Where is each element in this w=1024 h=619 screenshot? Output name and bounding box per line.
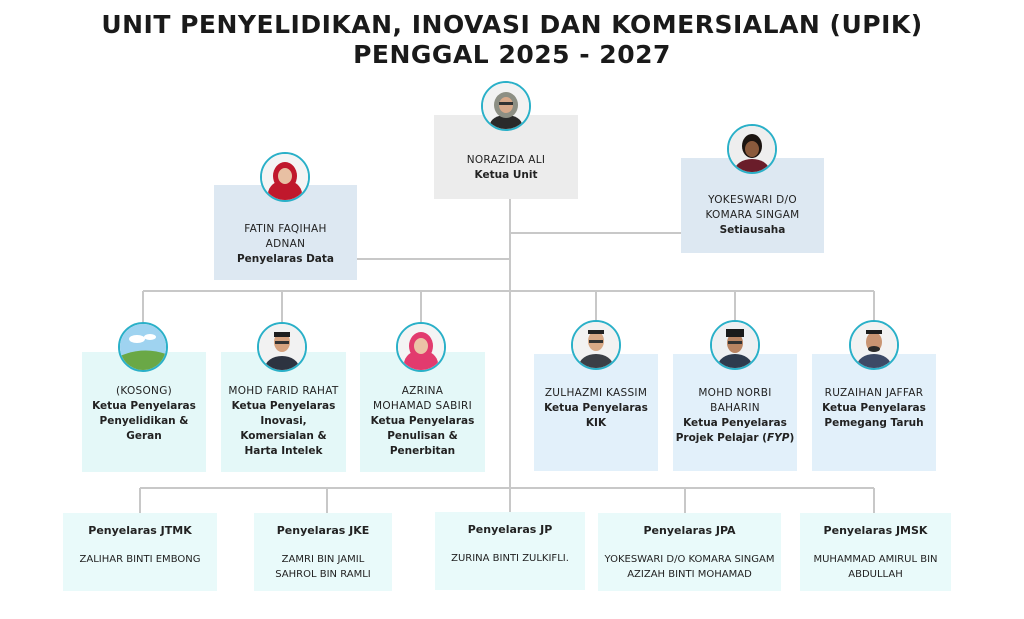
coordinator-role-line: Penulisan &	[387, 430, 458, 442]
department-people	[598, 552, 781, 582]
department-person: ZURINA BINTI ZULKIFLI.	[451, 553, 569, 564]
man-songkok-glasses-photo	[710, 320, 760, 370]
department-heading: Penyelaras JMSK	[823, 524, 928, 537]
coordinator-role-line: Harta Intelek	[244, 445, 323, 457]
woman-portrait-photo	[727, 124, 777, 174]
landscape-placeholder-icon	[118, 322, 168, 372]
coordinator-card-5	[673, 354, 797, 471]
coordinator-role-line: Ketua Penyelaras	[544, 402, 648, 414]
department-heading: Penyelaras JP	[467, 523, 553, 536]
chart-title-line1: UNIT PENYELIDIKAN, INOVASI DAN KOMERSIALAN (UPIK)	[101, 10, 923, 39]
coordinator-role-line: Ketua Penyelaras	[683, 417, 787, 429]
coordinator-role-line: Penyelidikan &	[99, 415, 189, 427]
department-card-jpa	[598, 513, 781, 591]
coordinator-role-line: Projek Pelajar (FYP)	[675, 432, 795, 444]
department-person: ZALIHAR BINTI EMBONG	[79, 554, 201, 565]
chart-title-line2: PENGGAL 2025 - 2027	[353, 40, 671, 69]
secretary-name-line2: KOMARA SINGAM	[705, 209, 800, 221]
woman-hijab-glasses-photo	[481, 81, 531, 131]
coordinator-name: ZULHAZMI KASSIM	[544, 387, 648, 399]
coordinator-name: AZRINA MOHAMAD SABIRI	[372, 385, 472, 412]
coordinator-role-line: Penerbitan	[389, 445, 456, 457]
coordinator-role-line: Ketua Penyelaras	[370, 415, 475, 427]
coordinator-name: RUZAIHAN JAFFAR	[824, 387, 924, 399]
coordinator-role-line: Komersialan &	[240, 430, 327, 442]
department-person: MUHAMMAD AMIRUL BIN	[813, 554, 938, 565]
coordinator-role-line: Ketua Penyelaras	[92, 400, 196, 412]
department-card-jke	[254, 513, 392, 591]
department-person: ZAMRI BIN JAMIL	[281, 554, 365, 565]
department-person: SAHROL BIN RAMLI	[275, 569, 371, 580]
woman-red-hijab-photo	[260, 152, 310, 202]
man-glasses-suit-photo	[257, 322, 307, 372]
department-person: YOKESWARI D/O KOMARA SINGAM	[604, 554, 775, 565]
woman-pink-hijab-photo	[396, 322, 446, 372]
coordinator-role-line: Ketua Penyelaras	[822, 402, 926, 414]
department-heading: Penyelaras JTMK	[88, 524, 192, 537]
department-heading: Penyelaras JKE	[276, 524, 370, 537]
data-coordinator-name-line1: FATIN FAQIHAH	[244, 223, 327, 235]
secretary-name-line1: YOKESWARI D/O	[708, 194, 797, 206]
coordinator-card-4	[534, 354, 658, 471]
department-card-jtmk	[63, 513, 217, 591]
department-heading: Penyelaras JPA	[643, 524, 736, 537]
coordinator-name: MOHD FARID RAHAT	[228, 385, 339, 397]
coordinator-role-line: Pemegang Taruh	[824, 417, 924, 429]
department-people	[435, 551, 585, 566]
department-people	[800, 552, 951, 582]
department-person: AZIZAH BINTI MOHAMAD	[627, 569, 752, 580]
data-coordinator-name-line2: ADNAN	[265, 238, 306, 250]
department-people	[254, 552, 392, 582]
data-coordinator-role: Penyelaras Data	[236, 253, 335, 265]
man-beard-photo	[849, 320, 899, 370]
department-card-jmsk	[800, 513, 951, 591]
man-glasses-photo	[571, 320, 621, 370]
department-person: ABDULLAH	[848, 569, 903, 580]
coordinator-role-line: Inovasi,	[260, 415, 307, 427]
coordinator-name: (KOSONG)	[115, 385, 173, 397]
coordinator-name: MOHD NORBI BAHARIN	[698, 387, 772, 414]
head-name: NORAZIDA ALI	[466, 154, 546, 166]
coordinator-card-6	[812, 354, 936, 471]
coordinator-role-line: Ketua Penyelaras	[231, 400, 336, 412]
department-people	[63, 552, 217, 567]
head-role: Ketua Unit	[474, 169, 538, 181]
secretary-role: Setiausaha	[719, 224, 786, 236]
coordinator-role-line: KIK	[585, 417, 607, 429]
coordinator-role-line: Geran	[126, 430, 162, 442]
department-card-jp	[435, 512, 585, 590]
